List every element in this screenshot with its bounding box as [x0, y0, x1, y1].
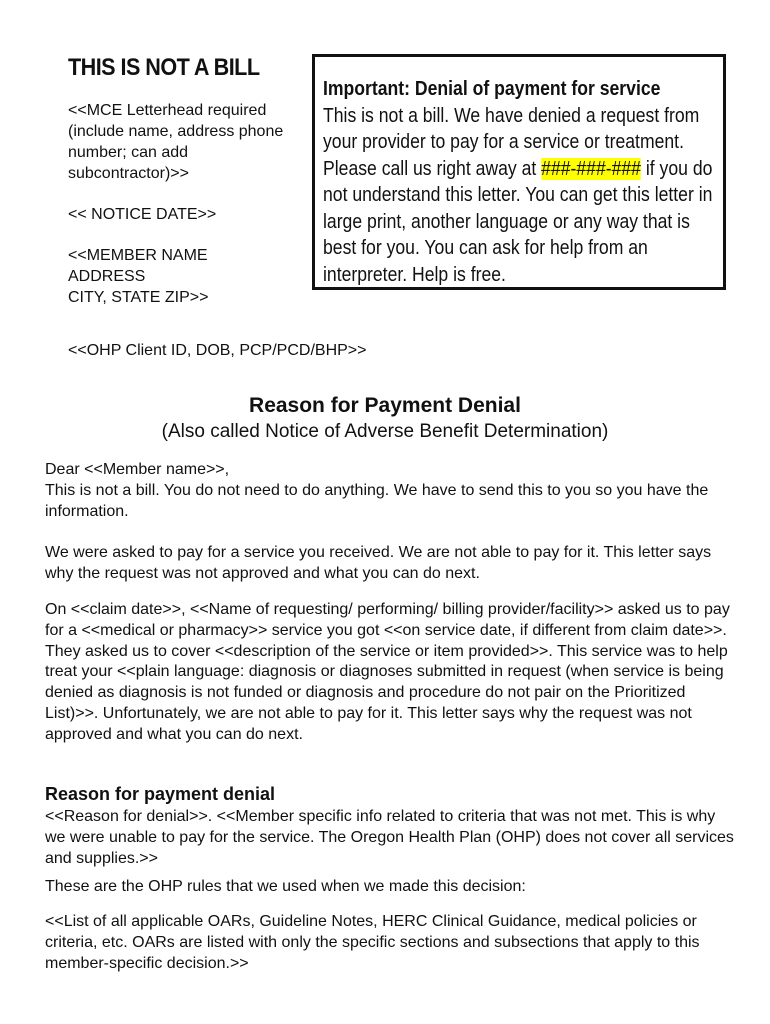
reason-section-heading: Reason for payment denial [45, 784, 276, 804]
phone-number-highlight: ###-###-### [541, 157, 641, 180]
important-notice-text-end: if you do not understand this letter. You can get this letter in large print, another language or any way that is best for you. You can ask for help from an interpreter. Help is free. [323, 157, 713, 286]
important-notice-box [312, 54, 726, 290]
paragraph-applicable-rules: <<List of all applicable OARs, Guideline Notes, HERC Clinical Guidance, medical policies or criteria, etc. OARs are listed with only the specific sections and subsections that apply to this member-specific decision.>> [45, 913, 700, 972]
greeting: Dear <<Member name>>, [45, 461, 230, 478]
member-city-state-zip: CITY, STATE ZIP>> [68, 289, 209, 306]
client-id-line: <<OHP Client ID, DOB, PCP/PCD/BHP>> [68, 342, 367, 359]
member-address: ADDRESS [68, 268, 146, 285]
letterhead-block [68, 100, 308, 308]
paragraph-claim-details: On <<claim date>>, <<Name of requesting/ performing/ billing provider/facility>> asked us to pay for a <<medical or pharmacy>> service you got <<on service date, if different from claim date>>. They asked us to cover <<description of the service or item provided>>. This service was to help treat your <<plain language: diagnosis or diagnoses submitted in request (when service is being denied as diagnosis is not funded or diagnosis and procedure do not pair on the Prioritized List)>>. Unfortunately, we are not able to pay for it. This letter says why the request was not approved and what you can do next. [45, 601, 730, 743]
paragraph-service-request: We were asked to pay for a service you received. We are not able to pay for it. This letter says why the request was not approved and what you can do next. [45, 544, 712, 582]
page-subtitle: (Also called Notice of Adverse Benefit Determination) [161, 421, 609, 442]
letterhead-placeholder: <<MCE Letterhead required (include name, address phone number; can add subcontractor)>> [68, 102, 284, 182]
paragraph-reason-for-denial: <<Reason for denial>>. <<Member specific info related to criteria that was not met. This is why we were unable to pay for the service. The Oregon Health Plan (OHP) does not cover all services and supplies.>> [45, 808, 734, 867]
greeting-paragraph [45, 460, 735, 522]
important-notice-text-start: This is not a bill. We have denied a request from your provider to pay for a service or treatment. Please call us right away at [323, 104, 700, 180]
page-title: Reason for Payment Denial [249, 394, 521, 417]
notice-date: << NOTICE DATE>> [68, 206, 217, 223]
important-notice-body [323, 103, 719, 289]
not-a-bill-heading: THIS IS NOT A BILL [68, 54, 260, 81]
member-address-block [68, 245, 308, 308]
member-name: <<MEMBER NAME [68, 247, 208, 264]
intro-paragraph: This is not a bill. You do not need to do anything. We have to send this to you so you have the information. [45, 481, 709, 520]
important-notice-title: Important: Denial of payment for service [323, 78, 661, 100]
paragraph-ohp-rules-intro: These are the OHP rules that we used when we made this decision: [45, 878, 526, 895]
